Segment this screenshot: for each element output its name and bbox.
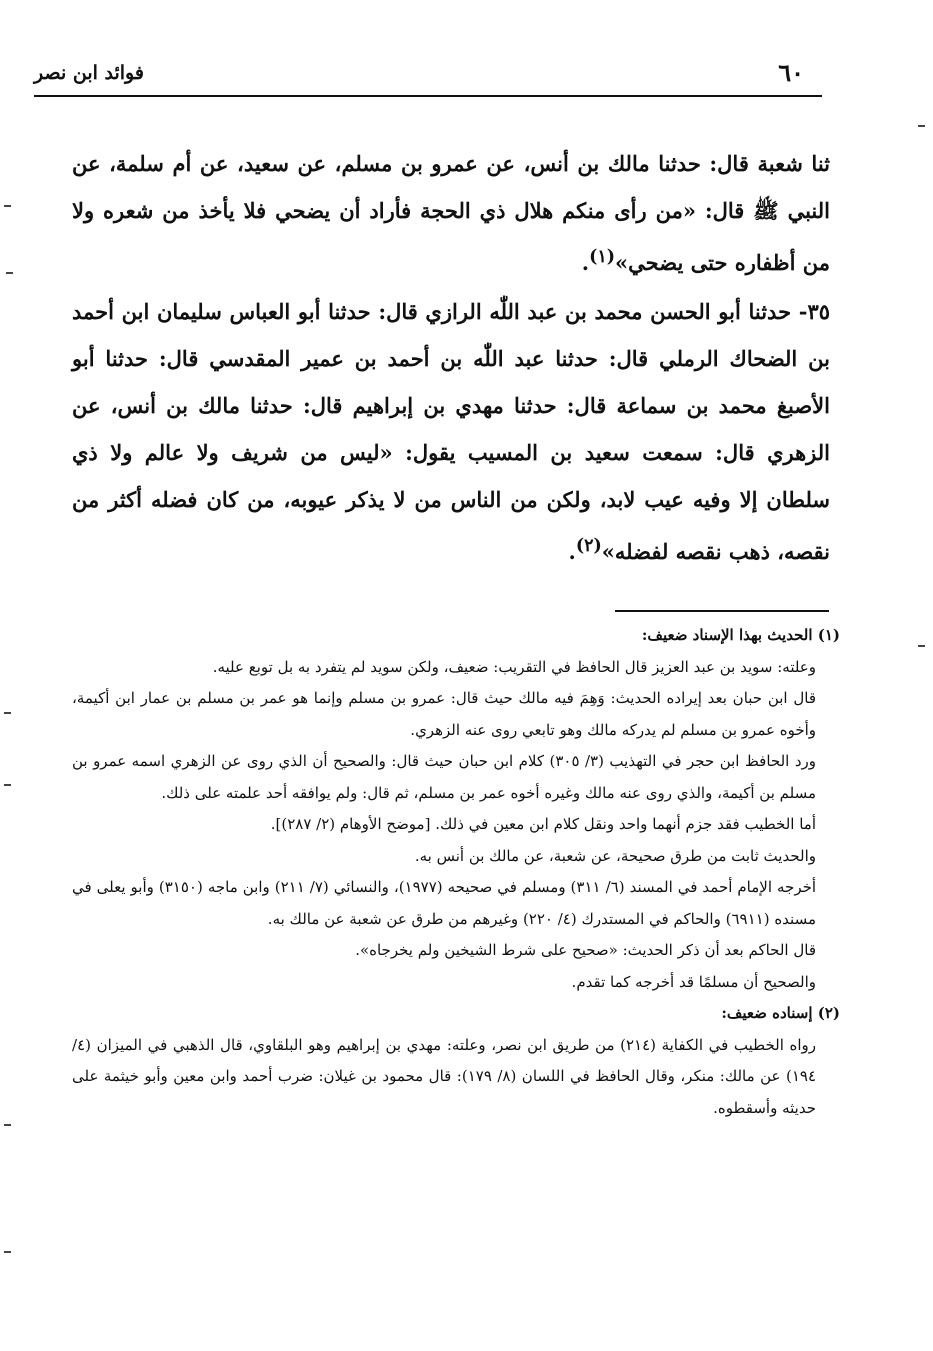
scan-mark bbox=[4, 205, 11, 207]
footnote-1-line: والصحيح أن مسلمًا قد أخرجه كما تقدم. bbox=[571, 972, 816, 991]
footnote-1-line: أما الخطيب فقد جزم أنهما واحد ونقل كلام ابن معين في ذلك. [موضح الأوهام (٢/ ٢٨٧)]. bbox=[270, 815, 816, 833]
header-rule bbox=[34, 95, 822, 97]
scan-mark bbox=[6, 272, 13, 274]
footnote-ref-2: (٢) bbox=[575, 536, 602, 556]
footnote-ref-1: (١) bbox=[589, 247, 616, 267]
paragraph-2-text: ٣٥- حدثنا أبو الحسن محمد بن عبد اللّٰه الرازي قال: حدثنا أبو العباس سليمان ابن أحمد بن الضحاك الرملي قال: حدثنا عبد اللّٰه بن أحمد بن عمير المقدسي قال: حدثنا أبو الأصبغ محمد بن سماعة قال: حدثنا مهدي بن إبراهيم قال: حدثنا مالك بن أنس، عن الزهري قال: سمعت سعيد بن المسيب يقول: bbox=[72, 299, 830, 465]
paragraph-1-end: . bbox=[581, 250, 590, 275]
paragraph-1 bbox=[72, 140, 830, 286]
paragraph-2-end: . bbox=[568, 539, 576, 564]
saying-quote-2: «ليس من شريف ولا عالم ولا ذي سلطان إلا وفيه عيب لابد، ولكن من الناس من لا يذكر عيوبه، من كان فضله أكثر من نقصه، ذهب نقصه لفضله» bbox=[72, 440, 830, 564]
footnote-1-heading: (١) الحديث بهذا الإسناد ضعيف: bbox=[641, 626, 840, 644]
main-text bbox=[72, 140, 830, 575]
footnote-1-line: قال ابن حبان بعد إيراده الحديث: وَهِمَ فيه مالك حيث قال: عمرو بن مسلم وإنما هو عمر بن مسلم بن عمار ابن أكيمة، وأخوه عمرو بن مسلم لم يدركه مالك وهو تابعي روى عنه الزهري. bbox=[72, 689, 816, 739]
paragraph-2 bbox=[72, 288, 830, 575]
footnote-2-heading: (٢) إسناده ضعيف: bbox=[721, 1004, 840, 1022]
footnote-1-line: وعلته: سويد بن عبد العزيز قال الحافظ في التقريب: ضعيف، ولكن سويد لم يتفرد به بل توبع عليه. bbox=[212, 657, 816, 676]
scan-mark bbox=[4, 712, 11, 714]
hadith-quote-1: «من رأى منكم هلال ذي الحجة فأراد أن يضحي فلا يأخذ من شعره ولا من أظفاره حتى يضحي» bbox=[72, 198, 830, 275]
page-header bbox=[34, 52, 822, 96]
footnote-1-line: ورد الحافظ ابن حجر في التهذيب (٣/ ٣٠٥) كلام ابن حبان حيث قال: والصحيح أن الذي روى عن الزهري اسمه عمرو بن مسلم بن أكيمة، والذي روى عنه مالك وغيره أخوه عمر بن مسلم، ثم قال: ولم يوافقه أحد علمته على ذلك. bbox=[72, 752, 816, 802]
scan-mark bbox=[4, 1124, 11, 1126]
footnote-1-line: والحديث ثابت من طرق صحيحة، عن شعبة، عن مالك بن أنس به. bbox=[414, 846, 816, 865]
footnote-1-line: قال الحاكم بعد أن ذكر الحديث: «صحيح على شرط الشيخين ولم يخرجاه». bbox=[355, 941, 816, 959]
running-title: فوائد ابن نصر bbox=[34, 62, 144, 84]
scan-mark bbox=[918, 645, 925, 647]
footnote-1-line: أخرجه الإمام أحمد في المسند (٦/ ٣١١) ومسلم في صحيحه (١٩٧٧)، والنسائي (٧/ ٢١١) وابن ماجه (٣١٥٠) وأبو يعلى في مسنده (٦٩١١) والحاكم في المستدرك (٤/ ٢٢٠) وغيرهم من طرق عن شعبة عن مالك به. bbox=[72, 878, 817, 928]
scan-mark bbox=[4, 784, 11, 786]
footnote-2-line: رواه الخطيب في الكفاية (٢١٤) من طريق ابن نصر، وعلته: مهدي بن إبراهيم وهو البلقاوي، قال الذهبي في الميزان (٤/ ١٩٤) عن مالك: منكر، وقال الحافظ في اللسان (٨/ ١٧٩): قال محمود بن غيلان: ضرب أحمد وابن معين وأبو خيثمة على حديثه وأسقطوه. bbox=[72, 1035, 816, 1117]
paragraph-1-text: ثنا شعبة قال: حدثنا مالك بن أنس، عن عمرو بن مسلم، عن سعيد، عن أم سلمة، عن النبي ﷺ قال: bbox=[72, 151, 830, 223]
footnote-separator bbox=[615, 610, 829, 612]
footnotes bbox=[72, 620, 840, 1124]
scan-mark bbox=[918, 125, 925, 127]
page-number: ٦٠ bbox=[778, 58, 804, 87]
scan-mark bbox=[4, 1251, 11, 1253]
